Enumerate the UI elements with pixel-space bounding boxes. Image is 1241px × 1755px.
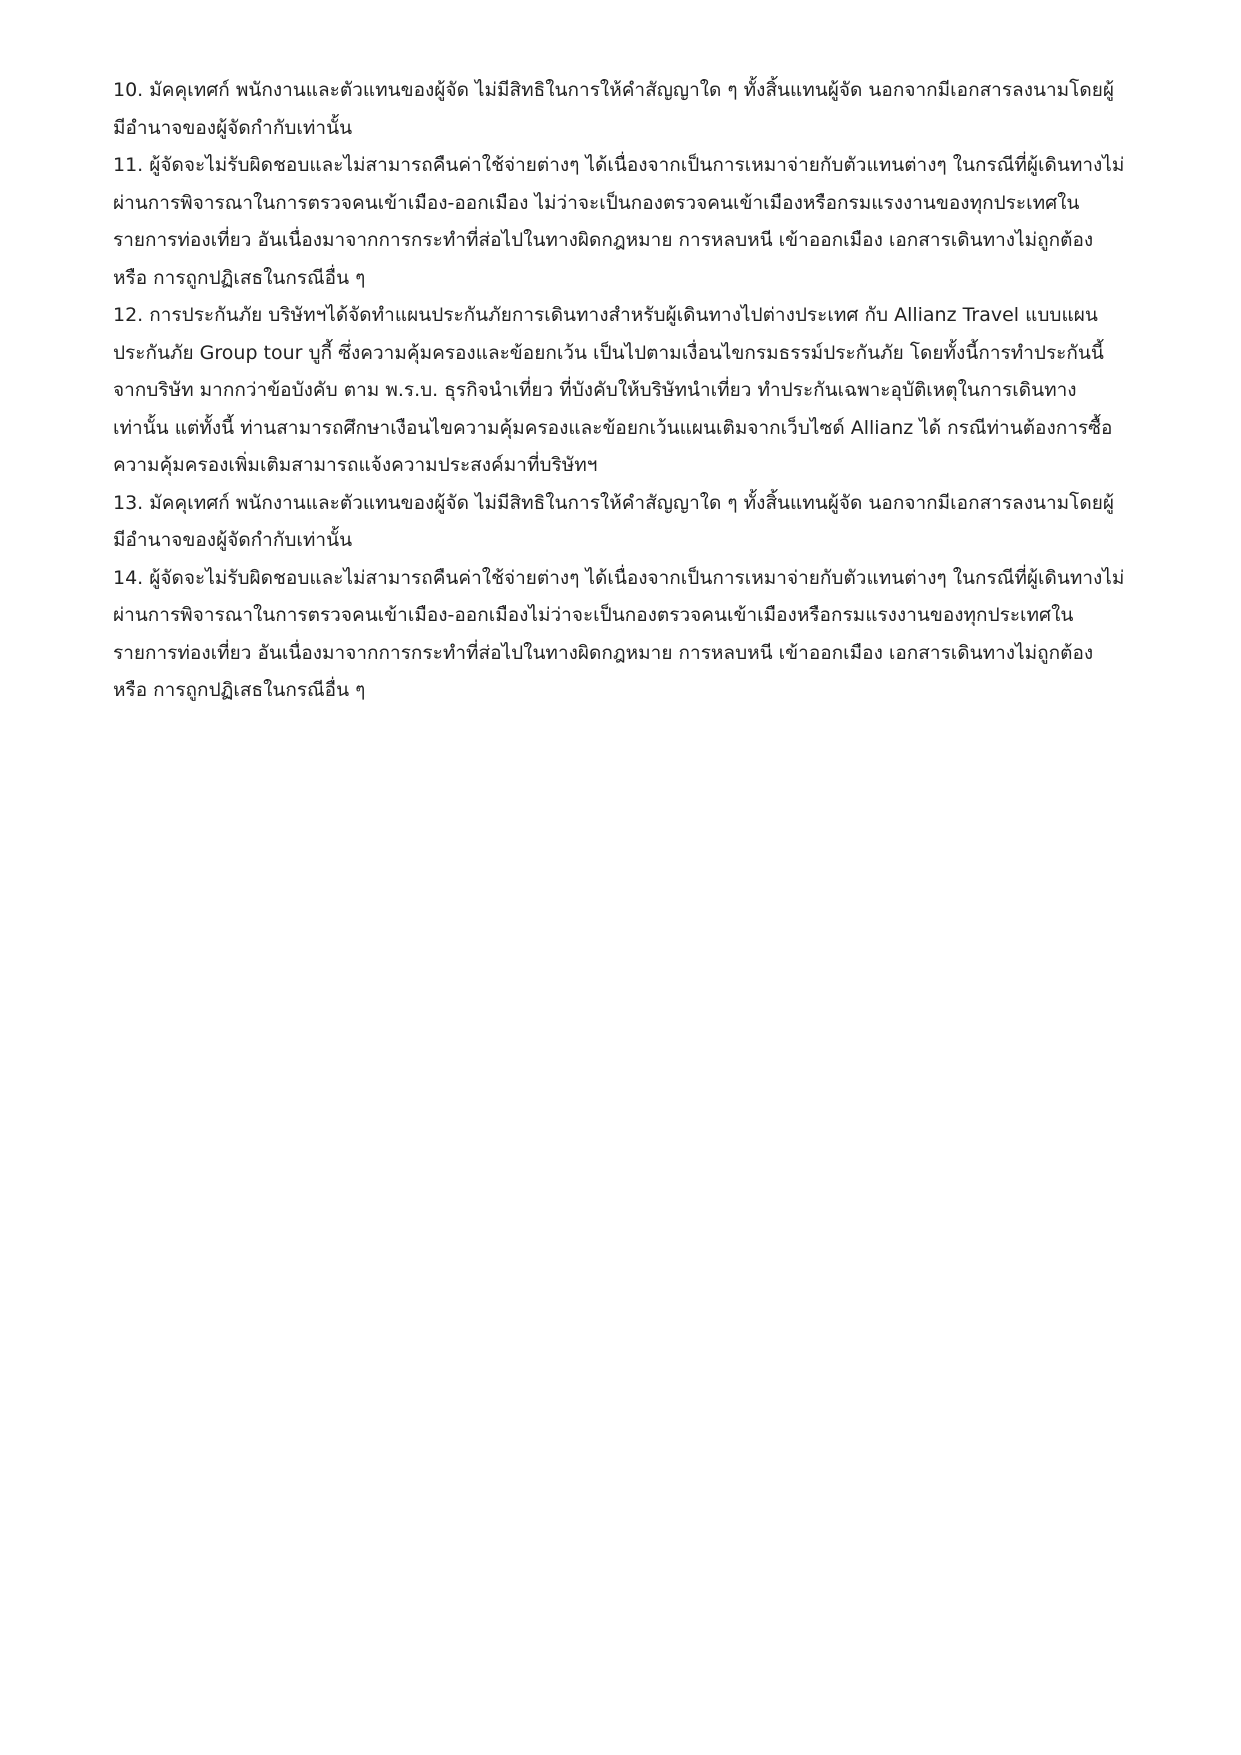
paragraph-14: 14. ผู้จัดจะไม่รับผิดชอบและไม่สามารถคืนค่าใช้จ่ายต่างๆ ได้เนื่องจากเป็นการเหมาจ่ายกับตัวแทนต่างๆ ในกรณีที่ผู้เดินทางไม่ ผ่านการพิจารณาในการตรวจคนเข้าเมือง-ออกเมืองไม่ว่าจะเป็นกองตรวจคนเข้าเมืองหรือกรมแรงงานของทุกประเทศใน รายการท่องเที่ยว อันเนื่องมาจากการกระทำที่ส่อไปในทางผิดกฎหมาย การหลบหนี เข้าออกเมือง เอกสารเดินทางไม่ถูกต้อง หรือ การถูกปฏิเสธในกรณีอื่น ๆ (113, 566, 1125, 701)
paragraph-11: 11. ผู้จัดจะไม่รับผิดชอบและไม่สามารถคืนค่าใช้จ่ายต่างๆ ได้เนื่องจากเป็นการเหมาจ่ายกับตัวแทนต่างๆ ในกรณีที่ผู้เดินทางไม่ ผ่านการพิจารณาในการตรวจคนเข้าเมือง-ออกเมือง ไม่ว่าจะเป็นกองตรวจคนเข้าเมืองหรือกรมแรงงานของทุกประเทศใน รายการท่องเที่ยว อันเนื่องมาจากการกระทำที่ส่อไปในทางผิดกฎหมาย การหลบหนี เข้าออกเมือง เอกสารเดินทางไม่ถูกต้อง หรือ การถูกปฏิเสธในกรณีอื่น ๆ (113, 154, 1125, 289)
document-body (113, 72, 1153, 710)
paragraph-13: 13. มัคคุเทศก์ พนักงานและตัวแทนของผู้จัด ไม่มีสิทธิในการให้คำสัญญาใด ๆ ทั้งสิ้นแทนผู้จัด นอกจากมีเอกสารลงนามโดยผู้ มีอำนาจของผู้จัดกำกับเท่านั้น (113, 491, 1114, 551)
paragraph-12: 12. การประกันภัย บริษัทฯได้จัดทำแผนประกันภัยการเดินทางสำหรับผู้เดินทางไปต่างประเทศ กับ Allianz Travel แบบแผน ประกันภัย Group tour บูกี้ ซึ่งความคุ้มครองและข้อยกเว้น เป็นไปตามเงื่อนไขกรมธรรม์ประกันภัย โดยทั้งนี้การทำประกันนี้ จากบริษัท มากกว่าข้อบังคับ ตาม พ.ร.บ. ธุรกิจนำเที่ยว ที่บังคับให้บริษัทนำเที่ยว ทำประกันเฉพาะอุบัติเหตุในการเดินทาง เท่านั้น แต่ทั้งนี้ ท่านสามารถศึกษาเงือนไขความคุ้มครองและข้อยกเว้นแผนเติมจากเว็บไซด์ Allianz ได้ กรณีท่านต้องการซื้อ ความคุ้มครองเพิ่มเติมสามารถแจ้งความประสงค์มาที่บริษัทฯ (113, 304, 1113, 476)
paragraph-10: 10. มัคคุเทศก์ พนักงานและตัวแทนของผู้จัด ไม่มีสิทธิในการให้คำสัญญาใด ๆ ทั้งสิ้นแทนผู้จัด นอกจากมีเอกสารลงนามโดยผู้ มีอำนาจของผู้จัดกำกับเท่านั้น (113, 79, 1114, 139)
